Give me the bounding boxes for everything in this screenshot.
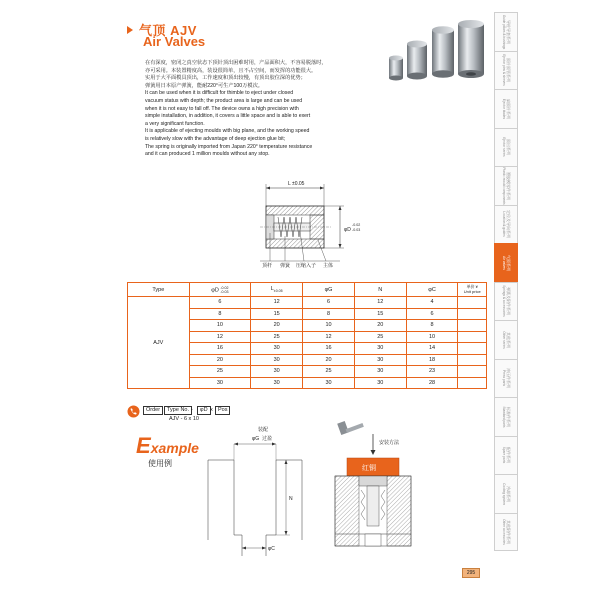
cell-g: 12 <box>303 331 355 343</box>
category-tab-label <box>501 368 511 388</box>
cell-g: 8 <box>303 308 355 320</box>
category-tab-cn: 冲压件系列 <box>506 368 511 389</box>
description-en-1: It can be used when it is difficult for thimble to eject under closed vacuum status with depth; the product area is large and can be used when it is not easy to fall off. The device owns a high precision with simple installation, in addition, it covers a little space and is able to exert a very significant function. <box>145 90 311 127</box>
copper-label: 红铜 <box>362 465 376 472</box>
col-c: φC <box>406 283 458 297</box>
category-tab-cn: 冷却系列 <box>506 485 511 502</box>
cell-n: 25 <box>354 331 406 343</box>
example-fit-top: 装配 <box>258 427 269 433</box>
spec-table <box>127 282 487 389</box>
category-tab-5[interactable] <box>494 205 518 244</box>
cell-l: 30 <box>251 366 303 378</box>
category-tab-label <box>501 210 511 238</box>
category-tab-cn: 顶出系列 <box>506 139 511 156</box>
table-body <box>128 297 487 389</box>
col-n: N <box>354 283 406 297</box>
example-title-initial: E <box>136 433 151 458</box>
cell-g: 20 <box>303 354 355 366</box>
cell-d: 16 <box>189 343 251 355</box>
cell-l: 20 <box>251 320 303 332</box>
category-tab-label <box>501 138 511 157</box>
cell-n: 30 <box>354 343 406 355</box>
description-cn: 在有深度，密闭之真空状态下顶针顶出困难时用，产品面积大，不容易脱落时， 亦可采用。本装置精度高，装设很简单，且不占空间，而发挥的功能很大。 实用于大平面模具顶出，工作速度和顶出较慢，有顶出胶位深的优势； 弹簧用日本原产弹簧，能耐220°可生产100万模次。 <box>145 60 327 89</box>
col-type: Type <box>128 283 190 297</box>
col-price-en: Unit price <box>463 288 481 294</box>
category-tab-label <box>501 285 511 317</box>
callout-spring: 弹簧 <box>280 263 291 269</box>
category-tab-4[interactable] <box>494 166 518 205</box>
category-tab-label <box>501 331 511 348</box>
cell-n: 30 <box>354 377 406 389</box>
page-title-en: Air Valves <box>143 34 206 49</box>
example-fit-label: 过盈 <box>262 436 273 442</box>
category-tab-cn: 标准件系列 <box>506 406 511 427</box>
cell-price <box>458 377 487 389</box>
col-price <box>458 283 487 297</box>
cell-d: 25 <box>189 366 251 378</box>
cell-n: 30 <box>354 366 406 378</box>
cell-c: 6 <box>406 308 458 320</box>
category-tab-12[interactable] <box>494 474 518 513</box>
category-tab-cn: 塑胶模零件系列 <box>506 171 511 200</box>
category-tab-en: Spare parts <box>502 447 506 464</box>
cell-c: 8 <box>406 320 458 332</box>
example-title <box>136 433 199 459</box>
cell-c: 4 <box>406 297 458 309</box>
category-tab-en: Air valves <box>502 255 506 270</box>
product-description <box>145 60 370 159</box>
category-tab-cn: 气顶系列 <box>506 254 511 271</box>
cell-type: AJV <box>128 297 190 389</box>
example-install-drawing <box>325 420 425 560</box>
category-tab-label <box>501 519 511 545</box>
product-photo <box>385 20 490 90</box>
dim-d-tol-minus: -0.03 <box>352 228 361 232</box>
category-tab-8[interactable] <box>494 320 518 359</box>
triangle-bullet-icon <box>127 26 133 34</box>
category-tab-cn: 导柱导套系列 <box>506 19 511 44</box>
col-price-cn: 单价 ¥ <box>466 284 478 289</box>
category-tab-cn: 其他系列 <box>506 331 511 348</box>
category-tab-10[interactable] <box>494 397 518 436</box>
category-tab-en: Ejector blades <box>502 98 506 119</box>
cell-l: 30 <box>251 354 303 366</box>
category-tab-cn: 顶针顶管系列 <box>506 58 511 83</box>
cell-d: 30 <box>189 377 251 389</box>
order-times: x <box>210 407 213 413</box>
cell-n: 30 <box>354 354 406 366</box>
cell-price <box>458 343 487 355</box>
category-tab-label <box>501 167 511 204</box>
cell-d: 12 <box>189 331 251 343</box>
dim-l-label: L ±0.05 <box>288 181 305 187</box>
category-tab-en: Ejector series <box>502 137 506 157</box>
category-tab-cn: 配件系列 <box>506 447 511 464</box>
category-tab-cn: 扁顶针系列 <box>506 98 511 119</box>
category-tab-0[interactable] <box>494 12 518 51</box>
example-g-label: φG <box>252 436 260 442</box>
category-tab-3[interactable] <box>494 128 518 167</box>
category-tab-1[interactable] <box>494 51 518 90</box>
col-d <box>189 283 251 297</box>
category-tab-6[interactable] <box>494 243 518 282</box>
cell-l: 12 <box>251 297 303 309</box>
cell-l: 30 <box>251 377 303 389</box>
example-subtitle: 使用例 <box>148 459 172 468</box>
category-tab-en: Other accessories <box>502 518 506 545</box>
category-tabs <box>494 12 518 551</box>
table-row <box>128 297 487 309</box>
dim-d-label: φD <box>344 227 351 233</box>
category-tab-cn: 定位及导向系列 <box>506 210 511 239</box>
dim-d-tol-plus: -0.02 <box>352 223 361 227</box>
category-tab-13[interactable] <box>494 513 518 552</box>
category-tab-label <box>501 255 511 271</box>
cell-g: 16 <box>303 343 355 355</box>
cell-c: 14 <box>406 343 458 355</box>
category-tab-label <box>501 483 511 505</box>
cell-l: 15 <box>251 308 303 320</box>
page-number: 295 <box>462 568 480 578</box>
cell-d: 10 <box>189 320 251 332</box>
cell-c: 18 <box>406 354 458 366</box>
callout-insert: 压缩入子 <box>296 263 317 269</box>
example-assembly-drawing <box>200 420 310 565</box>
category-tab-9[interactable] <box>494 359 518 398</box>
category-tab-en: Other series <box>502 331 506 349</box>
order-dash: - <box>191 407 193 413</box>
category-tab-label <box>501 15 511 49</box>
cell-price <box>458 297 487 309</box>
cell-n: 20 <box>354 320 406 332</box>
cross-section-drawing <box>240 178 385 273</box>
cell-g: 30 <box>303 377 355 389</box>
category-tab-en: Cooling system <box>502 482 506 505</box>
cell-d: 20 <box>189 354 251 366</box>
category-tab-en: Guide pillars & bushings <box>502 14 506 49</box>
description-en-2: It is applicable of ejecting moulds with big plane, and the working speed is relatively slow with the advantage of deep ejection glue bit; The spring is originally imported from Japan 220° temperature resistance and it can produced 1 million moulds without any stop. <box>145 128 313 158</box>
cell-price <box>458 331 487 343</box>
category-tab-en: Springs & accessories <box>502 285 506 318</box>
category-tab-11[interactable] <box>494 436 518 475</box>
category-tab-label <box>501 55 511 86</box>
cell-c: 28 <box>406 377 458 389</box>
cell-price <box>458 308 487 320</box>
order-label: Order <box>143 406 163 415</box>
category-tab-7[interactable] <box>494 282 518 321</box>
install-method-label: 安装方法 <box>379 440 400 446</box>
example-title-rest: xample <box>150 440 199 456</box>
col-d-tolerance <box>220 286 228 294</box>
cell-g: 25 <box>303 366 355 378</box>
category-tab-cn: 弹簧及附件系列 <box>506 287 511 316</box>
order-pos: Pos <box>215 406 230 415</box>
col-l <box>251 283 303 297</box>
title-cn-text: 气顶 AJV <box>139 23 197 38</box>
category-tab-en: Location & guides <box>502 211 506 237</box>
cell-l: 30 <box>251 343 303 355</box>
callout-pin: 顶杆 <box>262 263 273 269</box>
cell-price <box>458 320 487 332</box>
category-tab-label <box>501 406 511 427</box>
category-tab-2[interactable] <box>494 89 518 128</box>
cell-d: 8 <box>189 308 251 320</box>
callout-body: 主体 <box>323 263 334 269</box>
col-l-label: L <box>270 285 274 292</box>
cell-g: 10 <box>303 320 355 332</box>
col-d-tol-top: -0.02 <box>220 285 229 290</box>
category-tab-cn: 其他附件系列 <box>506 519 511 544</box>
category-tab-en: Press parts <box>502 370 506 387</box>
cell-c: 10 <box>406 331 458 343</box>
cell-l: 25 <box>251 331 303 343</box>
category-tab-en: Standard parts <box>502 406 506 428</box>
category-tab-label <box>501 447 511 463</box>
phone-order-icon <box>127 405 140 418</box>
cell-n: 15 <box>354 308 406 320</box>
order-d: φD <box>197 406 211 415</box>
order-example-value: AJV - 6 x 10 <box>169 416 199 422</box>
col-d-label: φD <box>211 286 219 293</box>
table-header-row <box>128 283 487 297</box>
category-tab-en: Plastic mould components <box>502 167 506 205</box>
col-d-tol-bottom: -0.03 <box>220 289 229 294</box>
col-l-tol: ±0.05 <box>273 289 283 294</box>
category-tab-label <box>501 99 511 119</box>
cell-price <box>458 366 487 378</box>
cell-g: 6 <box>303 297 355 309</box>
cell-price <box>458 354 487 366</box>
example-n-label: N <box>289 496 293 502</box>
example-c-label: φC <box>268 546 275 552</box>
cell-c: 23 <box>406 366 458 378</box>
col-g: φG <box>303 283 355 297</box>
cell-d: 6 <box>189 297 251 309</box>
category-tab-en: Ejector pins & sleeves <box>502 54 506 86</box>
cell-n: 12 <box>354 297 406 309</box>
order-type-no: Type No. <box>164 406 192 415</box>
